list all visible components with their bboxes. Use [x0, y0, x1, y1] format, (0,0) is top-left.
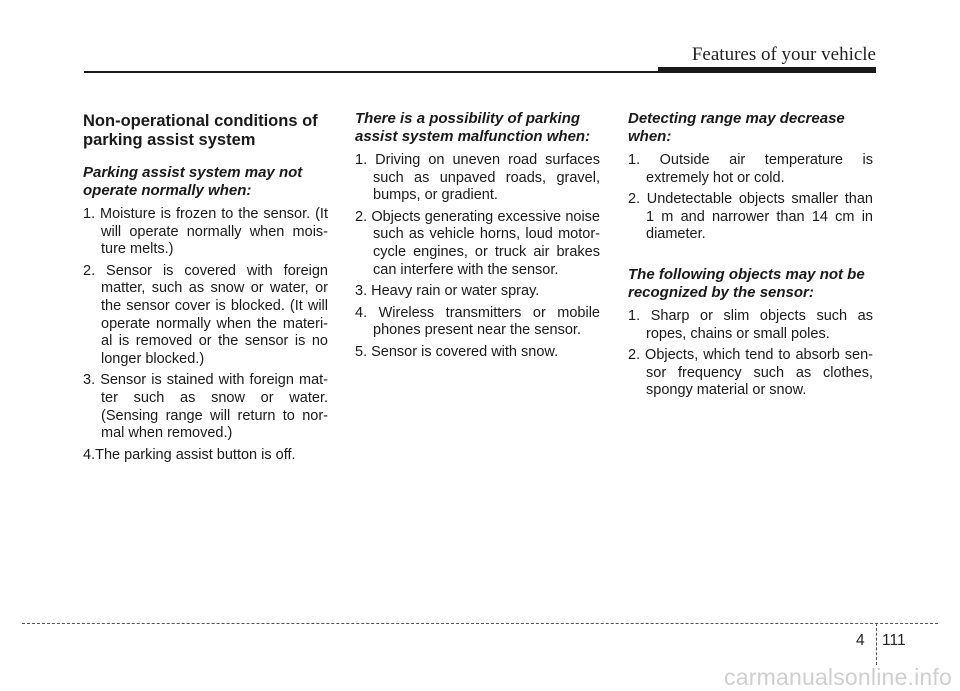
- list-item: 1. Outside air temperature is extremely hot or cold.: [628, 152, 873, 186]
- subheading-line: operate normally when:: [83, 182, 252, 199]
- footer-rule: [22, 623, 938, 624]
- list-item: 2. Objects, which tend to absorb sen-sor frequency such as clothes, spongy material or snow.: [628, 347, 873, 399]
- subheading: [628, 110, 873, 146]
- list-item: 4.The parking assist button is off.: [83, 446, 296, 463]
- range-list: [628, 152, 873, 244]
- list-item: 2. Undetectable objects smaller than 1 m and narrower than 14 cm in diameter.: [628, 191, 873, 243]
- condition-list: [83, 206, 328, 464]
- subheading: [628, 266, 873, 302]
- column-1: [83, 110, 328, 468]
- list-item: 4. Wireless transmitters or mobile phones present near the sensor.: [355, 304, 600, 339]
- header-rule-accent: [658, 67, 876, 73]
- page-number: 111: [882, 632, 906, 649]
- section-title: [83, 112, 328, 150]
- section-title-line: parking assist system: [83, 131, 256, 149]
- header-rule: [84, 71, 660, 73]
- subheading-line: Parking assist system may not: [83, 164, 303, 181]
- subheading: [83, 164, 328, 200]
- page-header-title: Features of your vehicle: [691, 44, 876, 65]
- list-item: 5. Sensor is covered with snow.: [355, 343, 559, 360]
- column-3: [628, 110, 873, 404]
- subheading-line: Detecting range may decrease: [628, 110, 845, 127]
- list-item: 1. Moisture is frozen to the sensor. (It will operate normally when mois-ture melts.): [83, 206, 328, 258]
- watermark: carmanualsonline.info: [724, 664, 952, 690]
- list-item: 3. Heavy rain or water spray.: [355, 283, 540, 300]
- list-item: 3. Sensor is stained with foreign mat-ter such as snow or water. (Sensing range will return to nor-mal when removed.): [83, 372, 328, 442]
- list-item: 1. Driving on uneven road surfaces such as unpaved roads, gravel, bumps, or gradient.: [355, 152, 600, 204]
- column-2: [355, 110, 600, 366]
- chapter-number: 4: [856, 632, 865, 649]
- malfunction-list: [355, 152, 600, 362]
- subheading-line: assist system malfunction when:: [355, 128, 591, 145]
- unrecognized-objects-list: [628, 308, 873, 400]
- subheading-line: when:: [628, 128, 672, 145]
- subheading-line: The following objects may not be: [628, 265, 865, 283]
- subheading-line: There is a possibility of parking: [355, 110, 581, 127]
- page-number-divider: [876, 623, 877, 665]
- subheading-line: recognized by the sensor:: [628, 283, 814, 301]
- list-item: 1. Sharp or slim objects such as ropes, chains or small poles.: [628, 307, 873, 342]
- list-item: 2. Sensor is covered with foreign matter, such as snow or water, or the sensor cover is blocked. (It will operate normally when the materi-al is removed or the sensor is no longer blocked.): [83, 262, 328, 367]
- section-title-line: Non-operational conditions of: [83, 112, 318, 130]
- subheading: [355, 110, 600, 146]
- list-item: 2. Objects generating excessive noise such as vehicle horns, loud motor-cycle engines, or truck air brakes can interfere with the sensor.: [355, 208, 600, 278]
